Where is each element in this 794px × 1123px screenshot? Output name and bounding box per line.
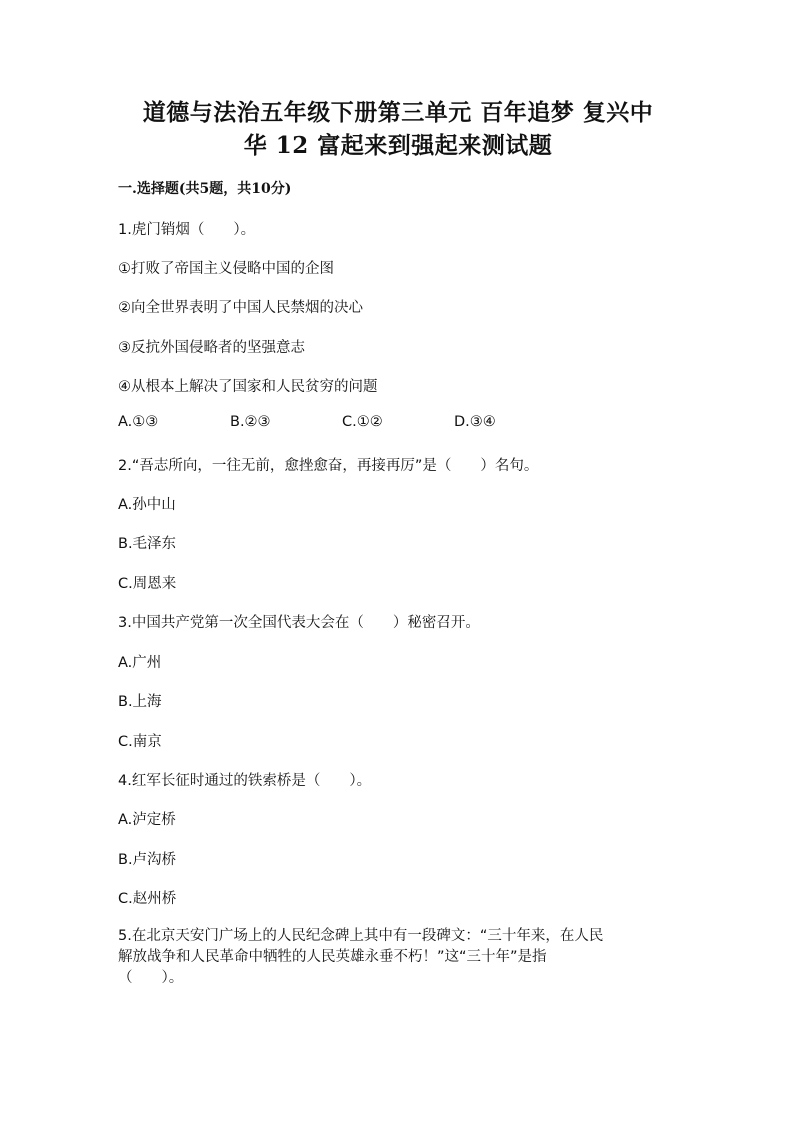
question-1-option-d: D.③④ bbox=[454, 414, 496, 430]
question-5-stem bbox=[118, 926, 678, 989]
document-title-line-2: 华 12 富起来到强起来测试题 bbox=[243, 132, 553, 159]
question-4-option-b: B.卢沟桥 bbox=[118, 852, 177, 868]
question-1-statement-2: ②向全世界表明了中国人民禁烟的决心 bbox=[118, 300, 363, 316]
document-title-line-1: 道德与法治五年级下册第三单元 百年追梦 复兴中 bbox=[142, 99, 654, 126]
question-4-stem: 4.红军长征时通过的铁索桥是（ ）。 bbox=[118, 773, 372, 789]
question-5-stem-line-3: （ ）。 bbox=[118, 970, 184, 986]
question-4-option-a: A.泸定桥 bbox=[118, 812, 176, 828]
question-1-option-a: A.①③ bbox=[118, 414, 159, 430]
question-4-option-c: C.赵州桥 bbox=[118, 891, 177, 907]
question-3-option-b: B.上海 bbox=[118, 694, 162, 710]
question-1-statement-3: ③反抗外国侵略者的坚强意志 bbox=[118, 340, 305, 356]
section-heading: 一.选择题(共5题，共10分) bbox=[118, 181, 292, 197]
question-1-statement-1: ①打败了帝国主义侵略中国的企图 bbox=[118, 261, 334, 277]
question-2-option-a: A.孙中山 bbox=[118, 497, 176, 513]
question-5-stem-line-1: 5.在北京天安门广场上的人民纪念碑上其中有一段碑文：“三十年来，在人民 bbox=[118, 928, 604, 944]
question-1-statement-4: ④从根本上解决了国家和人民贫穷的问题 bbox=[118, 379, 378, 395]
question-2-option-b: B.毛泽东 bbox=[118, 536, 177, 552]
question-1-option-c: C.①② bbox=[342, 414, 383, 430]
question-2-stem: 2.“吾志所向，一往无前，愈挫愈奋，再接再厉”是（ ）名句。 bbox=[118, 458, 539, 474]
question-3-stem: 3.中国共产党第一次全国代表大会在（ ）秘密召开。 bbox=[118, 615, 480, 631]
question-2-option-c: C.周恩来 bbox=[118, 576, 177, 592]
question-5-stem-line-2: 解放战争和人民革命中牺牲的人民英雄永垂不朽！”这“三十年”是指 bbox=[118, 949, 547, 965]
question-1-stem: 1.虎门销烟（ ）。 bbox=[118, 222, 256, 238]
question-1-option-b: B.②③ bbox=[230, 414, 271, 430]
question-3-option-c: C.南京 bbox=[118, 734, 162, 750]
question-3-option-a: A.广州 bbox=[118, 655, 162, 671]
